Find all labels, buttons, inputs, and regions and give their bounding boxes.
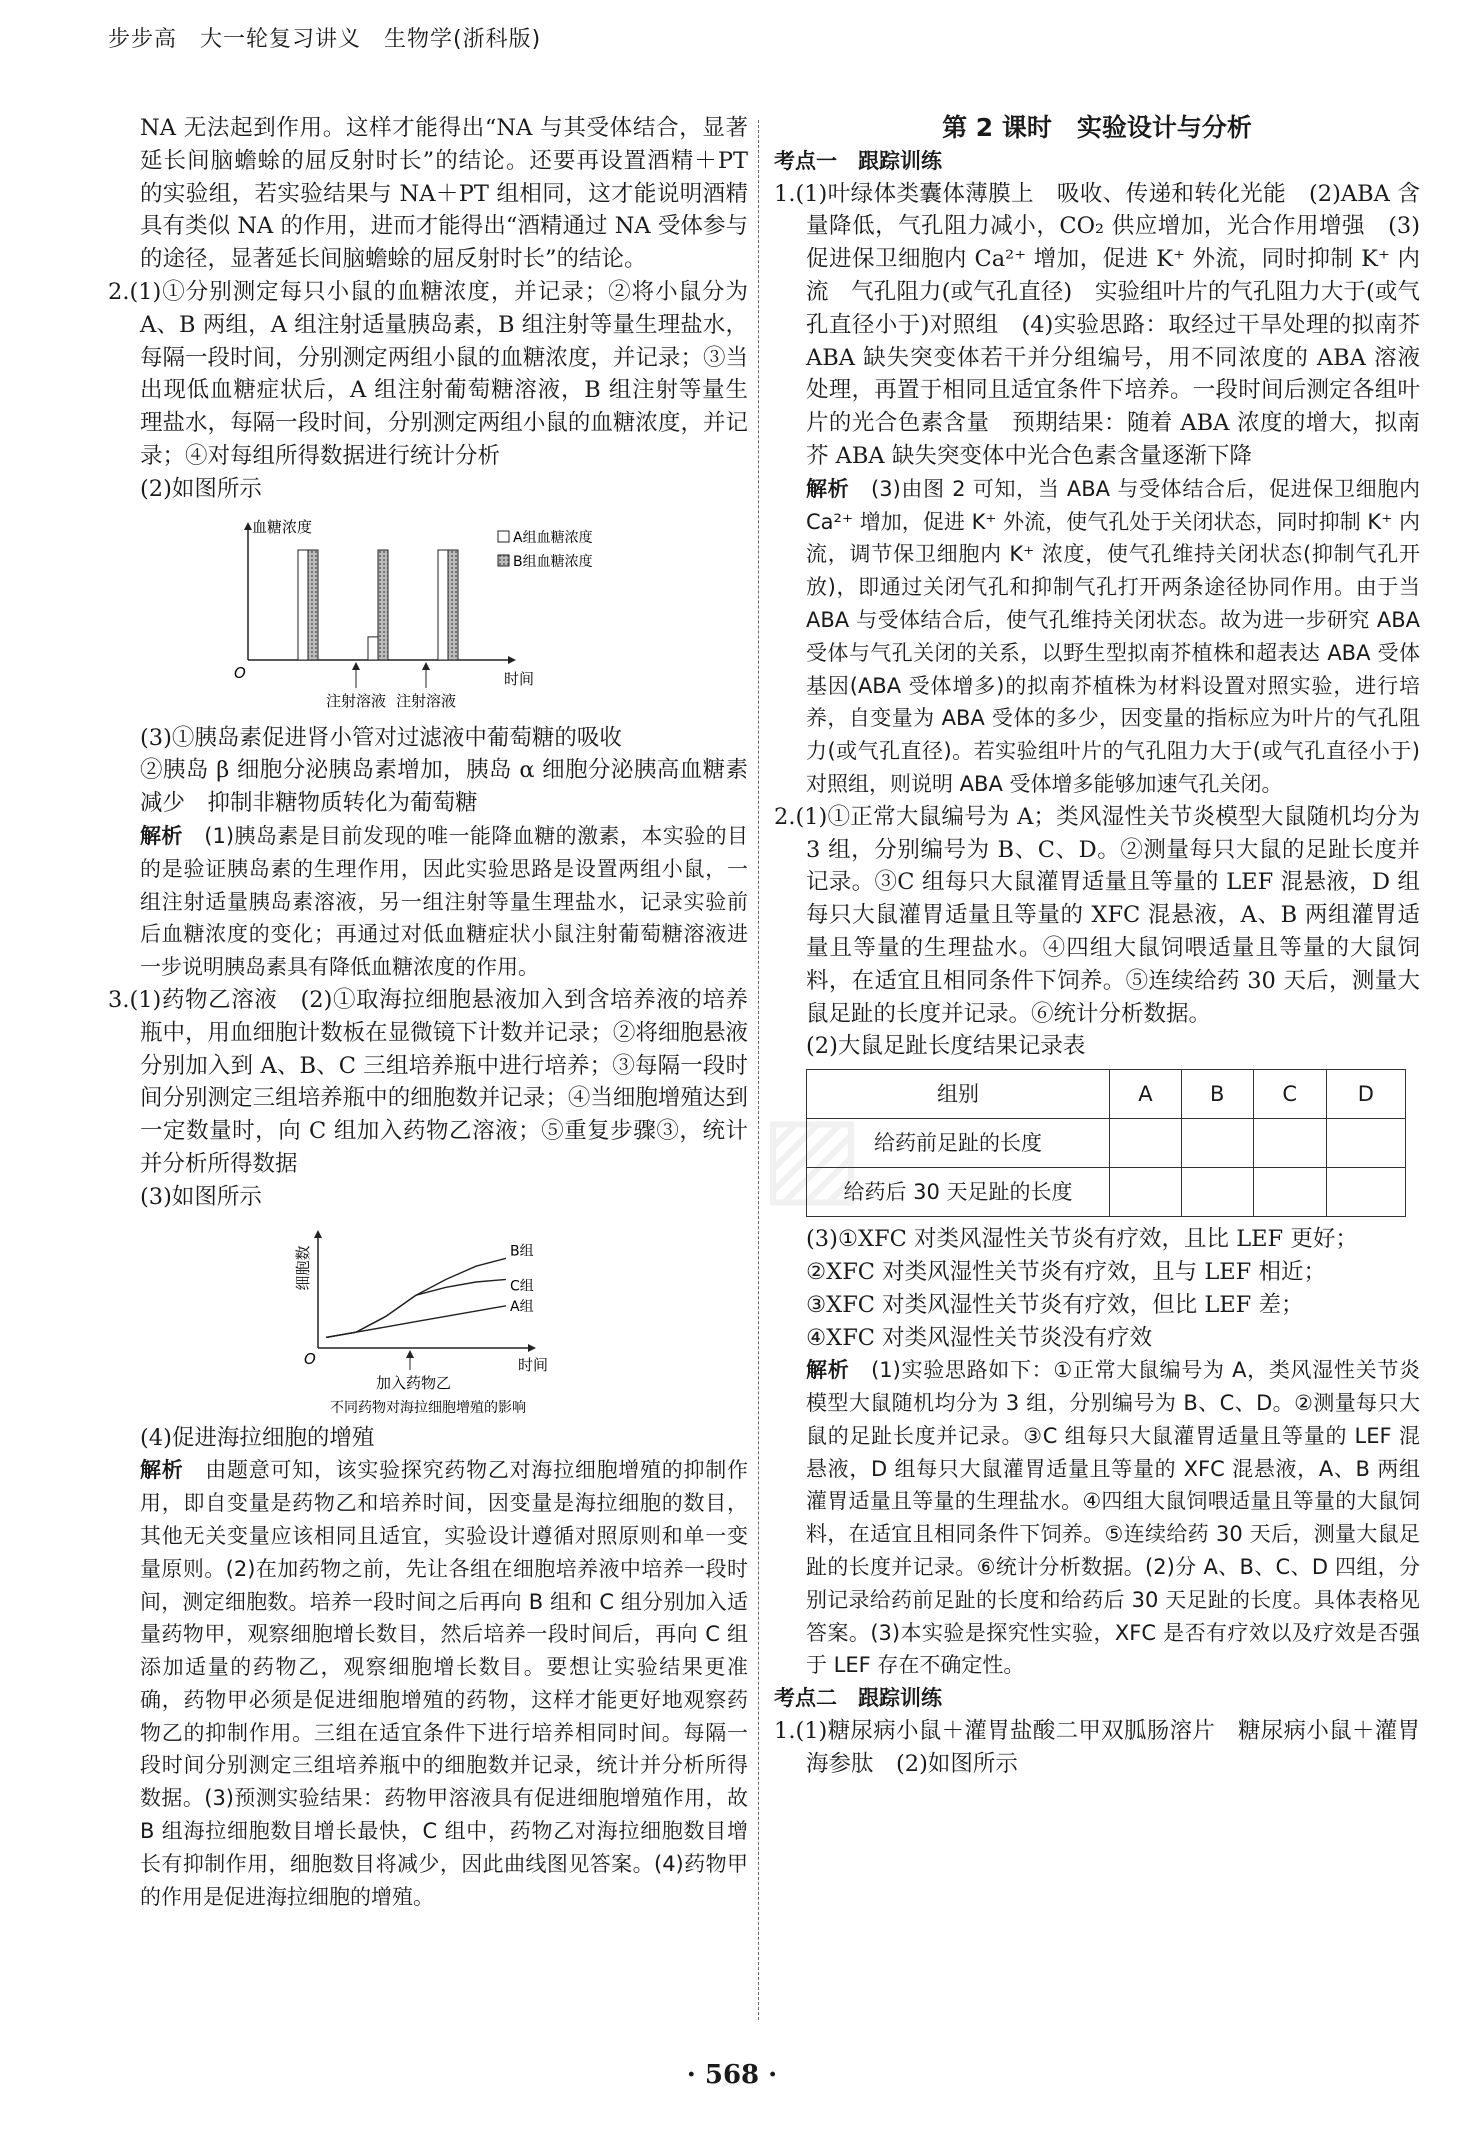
table-row	[807, 1119, 1406, 1168]
legend-label: B组血糖浓度	[513, 553, 593, 570]
bar-b	[378, 550, 388, 660]
page-header: 步步高 大一轮复习讲义 生物学(浙科版)	[108, 27, 542, 52]
bar-b	[308, 550, 318, 660]
legend-swatch	[498, 531, 509, 542]
r2-part3b: ②XFC 对类风湿性关节炎有疗效，且与 LEF 相近；	[806, 1258, 1326, 1285]
y-axis-arrow	[244, 522, 252, 530]
annotation-label: 加入药物乙	[376, 1373, 452, 1392]
explanation-label: 解析	[806, 1358, 850, 1383]
table-row	[807, 1168, 1406, 1217]
table-header-cell: C	[1253, 1070, 1326, 1119]
table-header-cell: B	[1181, 1070, 1253, 1119]
record-table	[806, 1069, 1406, 1217]
bar-b	[448, 550, 458, 660]
chart-title: 不同药物对海拉细胞增殖的影响	[330, 1399, 526, 1416]
explanation-label: 解析	[806, 476, 850, 501]
annotation-arrowhead	[352, 662, 360, 670]
legend-label: A组血糖浓度	[513, 529, 593, 546]
q3-explanation: 解析 由题意可知，该实验探究药物乙对海拉细胞增殖的抑制作用，即自变量是药物乙和培养时间，因变量是海拉细胞的数目，其他无关变量应该相同且适宜，实验设计遵循对照原则和单一变量原则。(2)在加药物之前，先让各组在细胞培养液中培养一段时间，测定细胞数。培养一段时间之后再向 B 组和 C 组分别加入适量药物甲，观察细胞增长数目，然后培养一段时间后，再向 C 组添加适量的药物乙，观察细胞增长数目。要想让实验结果更准确，药物甲必须是促进细胞增殖的药物，这样才能更好地观察药物乙的抑制作用。三组在适宜条件下进行培养相同时间。每隔一段时间分别测定三组培养瓶中的细胞数并记录，统计并分析所得数据。(3)预测实验结果：药物甲溶液具有促进细胞增殖作用，故 B 组海拉细胞数目增长最快，C 组中，药物乙对海拉细胞数目增长有抑制作用，细胞数目将减少，因此曲线图见答案。(4)药物甲的作用是促进海拉细胞的增殖。	[140, 1458, 749, 1909]
table-row	[807, 1070, 1406, 1119]
series-label: C组	[510, 1277, 534, 1294]
y-axis-label: 血糖浓度	[252, 517, 313, 536]
annotation-arrowhead	[406, 1350, 414, 1358]
insulin-bar-chart	[198, 510, 658, 718]
table-header-cell: D	[1326, 1070, 1405, 1119]
y-axis-label: 细胞数	[294, 1245, 312, 1291]
explanation-label: 解析	[140, 1458, 184, 1483]
bar-a	[368, 636, 378, 659]
q3-part3: (3)如图所示	[140, 1183, 262, 1210]
watermark: ▨	[760, 1090, 864, 1218]
explanation-label: 解析	[140, 823, 183, 848]
q2-part1: 2.(1)①分别测定每只小鼠的血糖浓度，并记录；②将小鼠分为 A、B 两组，A 组注射适量胰岛素，B 组注射等量生理盐水，每隔一段时间，分别测定两组小鼠的血糖浓度，并记录；③当出现低血糖症状后，A 组注射葡萄糖溶液，B 组注射等量生理盐水，每隔一段时间，分别测定两组小鼠的血糖浓度，并记录；④对每组所得数据进行统计分析	[108, 278, 748, 469]
x-axis-label: 时间	[504, 669, 535, 688]
lesson-title: 第 2 课时 实验设计与分析	[942, 113, 1252, 142]
bar-a	[438, 550, 448, 660]
r1-answer: 1.(1)叶绿体类囊体薄膜上 吸收、传递和转化光能 (2)ABA 含量降低，气孔阻力减小，CO₂ 供应增加，光合作用增强 (3)促进保卫细胞内 Ca²⁺ 增加，促进 K⁺ 外流，同时抑制 K⁺ 内流 气孔阻力(或气孔直径) 实验组叶片的气孔阻力大于(或气孔直径小于)对照组 (4)实验思路：取经过干旱处理的拟南芥 ABA 缺失突变体若干并分组编号，用不同浓度的 ABA 溶液处理，再置于相同且适宜条件下培养。一段时间后测定各组叶片的光合色素含量 预期结果：随着 ABA 浓度的增大，拟南芥 ABA 缺失突变体中光合色素含量逐渐下降	[774, 180, 1420, 469]
column-divider	[758, 120, 759, 2020]
x-axis-arrow	[528, 1344, 536, 1352]
table-row-label: 给药后 30 天足趾的长度	[807, 1168, 1110, 1217]
bar-a	[298, 550, 308, 660]
r2-part2: (2)大鼠足趾长度结果记录表	[806, 1033, 1086, 1060]
section-kd1: 考点一 跟踪训练	[774, 148, 942, 173]
r2-part3c: ③XFC 对类风湿性关节炎有疗效，但比 LEF 差；	[806, 1291, 1304, 1318]
q3-part1-2: 3.(1)药物乙溶液 (2)①取海拉细胞悬液加入到含培养液的培养瓶中，用血细胞计数板在显微镜下计数并记录；②将细胞悬液分别加入到 A、B、C 三组培养瓶中进行培养；③每隔一段时间分别测定三组培养瓶中的细胞数并记录；④当细胞增殖达到一定数量时，向 C 组加入药物乙溶液；⑤重复步骤③，统计并分析所得数据	[108, 986, 748, 1177]
r2-part3a: (3)①XFC 对类风湿性关节炎有疗效，且比 LEF 更好；	[806, 1226, 1358, 1253]
q2-explanation: 解析 (1)胰岛素是目前发现的唯一能降血糖的激素，本实验的目的是验证胰岛素的生理作用，因此实验思路是设置两组小鼠，一组注射适量胰岛素溶液，另一组注射等量生理盐水，记录实验前后血糖浓度的变化；再通过对低血糖症状小鼠注射葡萄糖溶液进一步说明胰岛素具有降低血糖浓度的作用。	[140, 823, 749, 980]
series-line-C组	[326, 1279, 506, 1337]
x-axis-label: 时间	[518, 1355, 549, 1374]
series-label: A组	[510, 1298, 534, 1315]
series-label: B组	[510, 1242, 534, 1259]
q2-part2: (2)如图所示	[140, 475, 262, 502]
r1-explanation: 解析 (3)由图 2 可知，当 ABA 与受体结合后，促进保卫细胞内 Ca²⁺ 增加，促进 K⁺ 外流，使气孔处于关闭状态，同时抑制 K⁺ 内流，调节保卫细胞内 K⁺ 浓度，使气孔维持关闭状态(抑制气孔开放)，即通过关闭气孔和抑制气孔打开两条途径协同作用。由于当 ABA 与受体结合后，使气孔维持关闭状态。故为进一步研究 ABA 受体与气孔关闭的关系，以野生型拟南芥植株和超表达 ABA 受体基因(ABA 受体增多)的拟南芥植株为材料设置对照实验，进行培养，自变量为 ABA 受体的多少，因变量的指标应为叶片的气孔阻力(或气孔直径)。若实验组叶片的气孔阻力大于(或气孔直径小于)对照组，则说明 ABA 受体增多能够加速气孔关闭。	[806, 476, 1421, 796]
origin-label: O	[304, 1349, 316, 1368]
series-line-B组	[326, 1258, 506, 1337]
annotation-label: 注射溶液	[396, 691, 457, 710]
table-header-cell: 组别	[807, 1070, 1110, 1119]
intro-paragraph: NA 无法起到作用。这样才能得出“NA 与其受体结合，显著延长间脑蟾蜍的屈反射时长”的结论。还要再设置酒精＋PT 的实验组，若实验结果与 NA＋PT 组相同，这才能说明酒精具有类似 NA 的作用，进而才能得出“酒精通过 NA 受体参与的途径，显著延长间脑蟾蜍的屈反射时长”的结论。	[140, 115, 748, 273]
y-axis-arrow	[314, 1230, 322, 1238]
page-number: · 568 ·	[686, 2060, 778, 2090]
table-header-cell: A	[1110, 1070, 1182, 1119]
right-column	[774, 112, 1420, 1781]
annotation-arrowhead	[422, 662, 430, 670]
q2-part3b: ②胰岛 β 细胞分泌胰岛素增加，胰岛 α 细胞分泌胰高血糖素减少 抑制非糖物质转化为葡萄糖	[140, 757, 748, 817]
annotation-label: 注射溶液	[326, 691, 387, 710]
table-row-label: 给药前足趾的长度	[807, 1119, 1110, 1168]
x-axis-arrow	[508, 656, 516, 664]
q2-part3a: (3)①胰岛素促进肾小管对过滤液中葡萄糖的吸收	[140, 724, 622, 751]
q3-part4: (4)促进海拉细胞的增殖	[140, 1424, 375, 1451]
left-column	[108, 112, 748, 1913]
r3-answer: 1.(1)糖尿病小鼠＋灌胃盐酸二甲双胍肠溶片 糖尿病小鼠＋灌胃海参肽 (2)如图所示	[774, 1718, 1420, 1777]
r2-part1: 2.(1)①正常大鼠编号为 A；类风湿性关节炎模型大鼠随机均分为 3 组，分别编号为 B、C、D。②测量每只大鼠的足趾长度并记录。③C 组每只大鼠灌胃适量且等量的 LEF 混悬液，D 组每只大鼠灌胃适量且等量的 XFC 混悬液，A、B 两组灌胃适量且等量的生理盐水。④四组大鼠饲喂适量且等量的大鼠饲料，在适宜且相同条件下饲养。⑤连续给药 30 天后，测量大鼠足趾的长度并记录。⑥统计分析数据。	[774, 803, 1420, 1027]
legend-swatch	[498, 555, 509, 566]
origin-label: O	[234, 663, 246, 682]
hela-line-chart	[198, 1218, 658, 1418]
section-kd2: 考点二 跟踪训练	[774, 1686, 942, 1711]
r2-part3d: ④XFC 对类风湿性关节炎没有疗效	[806, 1324, 1153, 1351]
r2-explanation: 解析 (1)实验思路如下：①正常大鼠编号为 A，类风湿性关节炎模型大鼠随机均分为 3 组，分别编号为 B、C、D。②测量每只大鼠的足趾长度并记录。③C 组每只大鼠灌胃适量且等量的 LEF 混悬液，D 组每只大鼠灌胃适量且等量的 XFC 混悬液，A、B 两组灌胃适量且等量的生理盐水。④四组大鼠饲喂适量且等量的大鼠饲料，在适宜且相同条件下饲养。⑤连续给药 30 天后，测量大鼠足趾的长度并记录。⑥统计分析数据。(2)分 A、B、C、D 四组，分别记录给药前足趾的长度和给药后 30 天足趾的长度。具体表格见答案。(3)本实验是探究性实验，XFC 是否有疗效以及疗效是否强于 LEF 存在不确定性。	[806, 1358, 1421, 1678]
